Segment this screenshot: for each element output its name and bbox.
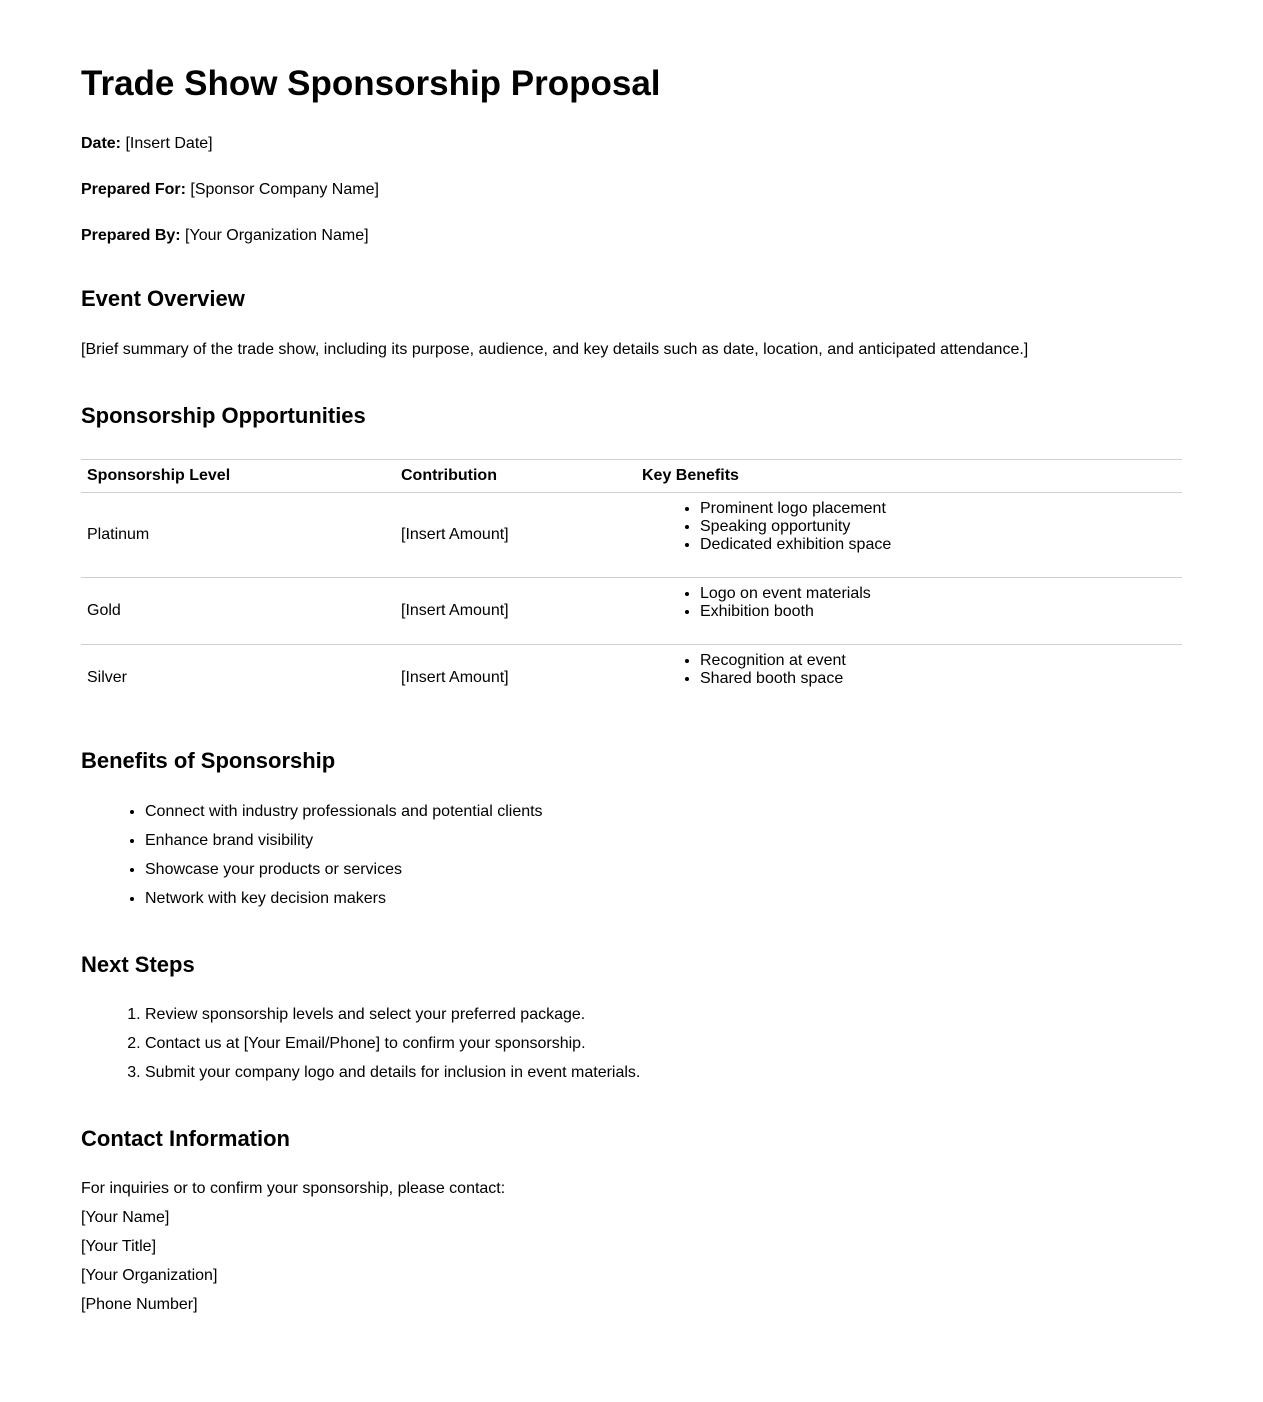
sponsorship-table <box>81 459 1182 712</box>
meta-label: Date: <box>81 135 122 152</box>
contact-organization: [Your Organization] <box>81 1267 218 1284</box>
meta-prepared-for <box>81 180 379 200</box>
benefits-list <box>642 585 1176 621</box>
benefit-item: • Speaking opportunity <box>700 518 1176 536</box>
benefits-list <box>642 652 1176 688</box>
benefit-item: • Exhibition booth <box>700 603 1176 621</box>
benefit-item: • Prominent logo placement <box>700 500 1176 518</box>
contribution-cell: [Insert Amount] <box>395 578 636 645</box>
meta-value: [Your Organization Name] <box>185 227 369 244</box>
contact-phone: [Phone Number] <box>81 1296 198 1313</box>
benefits-cell <box>636 645 1182 712</box>
meta-value: [Insert Date] <box>125 135 213 152</box>
list-item: • Network with key decision makers <box>145 889 543 918</box>
table-row <box>81 578 1182 645</box>
benefit-item: • Shared booth space <box>700 670 1176 688</box>
column-header: Key Benefits <box>636 460 1182 493</box>
column-header: Contribution <box>395 460 636 493</box>
meta-prepared-by <box>81 226 369 246</box>
contribution-cell: [Insert Amount] <box>395 493 636 578</box>
meta-label: Prepared For: <box>81 181 186 198</box>
table-row <box>81 493 1182 578</box>
list-item: 3. Submit your company logo and details for inclusion in event materials. <box>145 1063 640 1092</box>
meta-label: Prepared By: <box>81 227 181 244</box>
meta-value: [Sponsor Company Name] <box>190 181 379 198</box>
section-heading-opportunities: Sponsorship Opportunities <box>81 403 366 428</box>
table-row <box>81 645 1182 712</box>
benefits-cell <box>636 578 1182 645</box>
level-cell: Platinum <box>81 493 395 578</box>
section-heading-event-overview: Event Overview <box>81 286 245 311</box>
list-item: • Connect with industry professionals and potential clients <box>145 802 543 831</box>
benefit-item: • Logo on event materials <box>700 585 1176 603</box>
contribution-cell: [Insert Amount] <box>401 669 509 687</box>
contact-title: [Your Title] <box>81 1238 157 1255</box>
column-header: Sponsorship Level <box>81 460 395 493</box>
level-cell: Gold <box>81 578 395 645</box>
document-title: Trade Show Sponsorship Proposal <box>81 64 661 103</box>
section-heading-benefits: Benefits of Sponsorship <box>81 748 336 773</box>
section-heading-next-steps: Next Steps <box>81 952 195 977</box>
list-item: 1. Review sponsorship levels and select your preferred package. <box>145 1005 640 1034</box>
benefits-list <box>642 500 1176 554</box>
list-item: 2. Contact us at [Your Email/Phone] to confirm your sponsorship. <box>145 1034 640 1063</box>
benefit-item: • Recognition at event <box>700 652 1176 670</box>
section-heading-contact: Contact Information <box>81 1126 290 1151</box>
benefits-cell <box>636 493 1182 578</box>
list-item: • Showcase your products or services <box>145 860 543 889</box>
table-header-row <box>81 460 1182 493</box>
meta-date <box>81 134 213 154</box>
benefit-item: • Dedicated exhibition space <box>700 536 1176 554</box>
contact-name: [Your Name] <box>81 1209 170 1226</box>
contact-intro: For inquiries or to confirm your sponsorship, please contact: <box>81 1180 506 1197</box>
benefits-list <box>81 802 543 918</box>
list-item: • Enhance brand visibility <box>145 831 543 860</box>
level-cell: Silver <box>87 669 128 687</box>
document-page <box>81 0 1182 1313</box>
next-steps-list <box>81 1005 640 1092</box>
event-overview-text: [Brief summary of the trade show, including its purpose, audience, and key details such as date, location, and anticipated attendance.] <box>81 341 1029 358</box>
